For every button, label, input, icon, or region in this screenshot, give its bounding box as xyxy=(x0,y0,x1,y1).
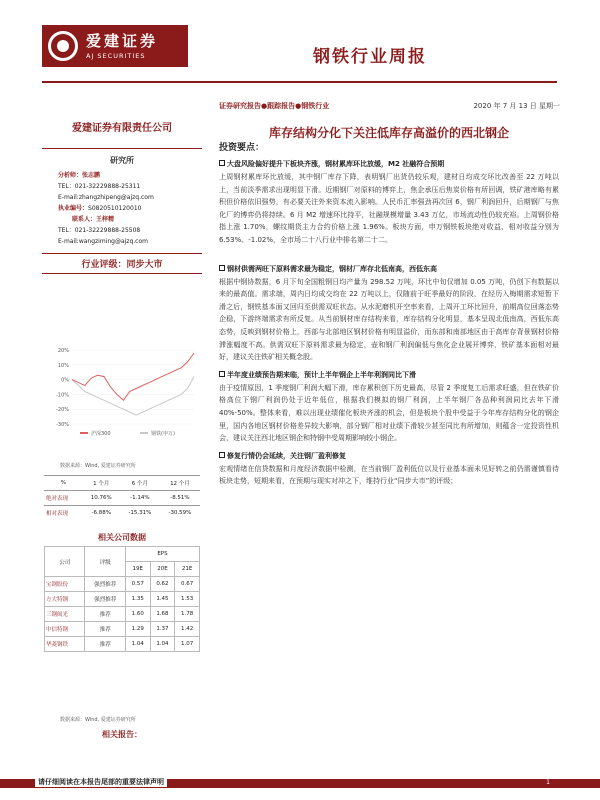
co-rating: 强烈推荐 xyxy=(85,577,125,592)
co-eps: 1.68 xyxy=(150,607,175,622)
sidebar xyxy=(42,103,202,274)
perf-value: -8.51% xyxy=(160,491,200,506)
analyst-name: 张志鹏 xyxy=(82,172,101,179)
perf-label: 相对表现 xyxy=(44,506,83,521)
contact-name: 王梓精 xyxy=(96,216,115,223)
analyst-tel: TEL：021-32229888-25311 xyxy=(58,183,141,190)
co-eps: 1.45 xyxy=(150,592,175,607)
co-rating: 推荐 xyxy=(85,622,125,637)
co-name: 华菱钢铁 xyxy=(45,637,85,652)
section-body: 上周钢材累库环比放缓，其中钢厂库存下降，表明钢厂出货仍较乐观，建材日均成交环比改善至 22 万吨以上，当前淡季需求出现明显下滑。近期钢厂对原料的博弈上，焦企承压后焦炭价格有所回调，铁矿港库略有累积但价格依旧强势，有必要关注外来资本流入影响。人民币汇率强劲再次回 6，钢厂利润回升，后期钢厂与焦化厂的博弈仍将持续。6 月 M2 增速环比持平，社融规模增量 3.43 万亿，市场流动性仍较充裕。上周钢价格指上涨 1.70%，螺纹期货主力合约价格上涨 1.96%。板块方面，申万钢铁板块绝对收益、相对收益分别为 6.53%、-1.02%，全市场二十八行业中排名第二十二。 xyxy=(219,173,559,244)
checkbox-icon xyxy=(219,265,225,271)
checkbox-icon xyxy=(219,160,225,166)
series-line-hs300 xyxy=(72,353,194,400)
legend-label: 沪深300 xyxy=(91,431,111,437)
co-rating: 推荐 xyxy=(85,607,125,622)
table-row xyxy=(45,637,200,652)
checkbox-icon xyxy=(219,452,225,458)
co-eps: 1.37 xyxy=(150,622,175,637)
co-name: 中信特钢 xyxy=(45,622,85,637)
section-heading xyxy=(219,369,559,382)
section-body: 根据中钢协数据，6 月下旬全国粗钢日均产量为 298.52 万吨，环比中旬仅增加 0.05 万吨，仍创下有数据以来的最高值。需求端，周内日均成交均在 22 万吨以上，仅随前于旺季最好的阶段，在经历入梅期需求短暂下滑之后，钢铁基本面又回归至供需双旺状态。从水泥磨机开空率来看，上周开工环比回升，前期高位回落态势企稳，下游终端需求有所反复。从当前钢材库存结构来看，库存结构分化明显，基本呈现北低南高，西低东高态势，反映到钢材价格上，西部与北部地区钢材价格有明显溢价，而东部和南部地区由于高库存背景钢材价格滞涨幅度不高。供需双旺下原料需求最为稳定，壶和钢厂利润偏低与焦化企业展开博弈，铁矿基本面相对最好，建议关注铁矿相关概念股。 xyxy=(219,277,559,362)
report-date: 2020 年 7 月 13 日 星期一 xyxy=(473,102,560,110)
section-heading xyxy=(219,450,559,463)
company-name: 爱建证券有限责任公司 xyxy=(42,103,202,149)
header-divider xyxy=(42,81,557,83)
section xyxy=(219,158,559,247)
index-performance-chart xyxy=(50,346,198,441)
legend-swatch xyxy=(140,432,148,434)
logo-en-text: AJ SECURITIES xyxy=(86,52,146,60)
table-row xyxy=(45,592,200,607)
section xyxy=(219,369,559,445)
perf-value: -1.14% xyxy=(120,491,160,506)
institute-label: 研究所 xyxy=(110,156,134,165)
table-row xyxy=(45,622,200,637)
y-tick-label: -30% xyxy=(56,422,69,428)
co-eps: 1.07 xyxy=(175,637,200,652)
co-header: 公司 xyxy=(45,547,85,577)
y-tick-label: -10% xyxy=(56,392,69,399)
y-tick-label: 20% xyxy=(57,348,69,354)
companies-heading: 相关公司数据 xyxy=(98,532,146,542)
cert-label: 执业编号： xyxy=(58,205,89,212)
perf-value: -15.31% xyxy=(120,506,160,521)
co-name: 宝钢股份 xyxy=(45,577,85,592)
co-rating: 推荐 xyxy=(85,637,125,652)
perf-value: -6.88% xyxy=(83,506,120,521)
perf-header: 12 个月 xyxy=(160,476,200,491)
perf-header: 1 个月 xyxy=(83,476,120,491)
co-eps: 1.42 xyxy=(175,622,200,637)
co-eps: 1.29 xyxy=(125,622,150,637)
perf-header: % xyxy=(44,476,83,491)
perf-label: 绝对表现 xyxy=(44,491,83,506)
legend-swatch xyxy=(80,432,88,434)
contact-tel: TEL：021-32229888-25508 xyxy=(58,227,141,234)
perf-value: -30.59% xyxy=(160,506,200,521)
logo-icon xyxy=(48,31,78,61)
table-row xyxy=(44,491,200,506)
co-header: 21E xyxy=(175,562,200,577)
y-tick-label: -20% xyxy=(56,407,69,414)
section-title: 修复行情仍会延续，关注钢厂盈利修复 xyxy=(227,451,346,460)
report-tags: 证券研究报告●跟踪报告●钢铁行业 xyxy=(219,102,330,110)
contact-email[interactable]: E-mail:wangziming@ajzq.com xyxy=(58,238,148,245)
checkbox-icon xyxy=(219,371,225,377)
related-reports-heading: 相关报告： xyxy=(102,729,142,739)
main-content xyxy=(219,140,559,493)
co-eps: 1.04 xyxy=(125,637,150,652)
contact-label: 联系人： xyxy=(72,216,97,223)
table-row xyxy=(44,506,200,521)
section-title: 半年度业绩预告期来临，预计上半年钢企上半年利润同比下滑 xyxy=(227,370,416,379)
co-eps: 1.53 xyxy=(175,592,200,607)
key-points-heading: 投资要点： xyxy=(219,143,265,153)
table-row xyxy=(45,577,200,592)
section-heading xyxy=(219,263,559,276)
co-eps: 0.62 xyxy=(150,577,175,592)
y-tick-label: 0% xyxy=(61,377,69,384)
main-title: 库存结构分化下关注低库存高溢价的西北钢企 xyxy=(268,126,509,140)
analyst-label: 分析师： xyxy=(58,172,83,179)
legend-label: 钢铁(申万) xyxy=(151,431,175,437)
table-row xyxy=(45,607,200,622)
logo-cn-text: 爱建证券 xyxy=(86,32,159,50)
perf-header: 6 个月 xyxy=(120,476,160,491)
section-body: 由于疫情原因，1 季度钢厂利润大幅下滑，库存累积创下历史最高，尽管 2 季度复工后需求旺盛，但在铁矿价格高位下钢厂利润仍处于近年低位，根据我们模拟的钢厂利润，上半年钢厂各品种利润同比去年下滑 40%-50%。整体来看，难以出现业绩催化板块齐涨的机会，但是板块个股中受益于今年库存结构分化的钢企里，国内各地区钢材价格差异较大影响，部分钢厂相对业绩下滑较少甚至同比有所增加，则蕴含一定投资性机会，建议关注西北地区钢企和特钢中受周期影响较小钢企。 xyxy=(219,383,559,443)
analyst-block xyxy=(42,170,202,247)
section-title: 钢材供需两旺下原料需求最为稳定，钢材厂库存北低南高，西低东高 xyxy=(227,264,437,273)
performance-table xyxy=(44,475,200,520)
section xyxy=(219,263,559,364)
co-rating: 强烈推荐 xyxy=(85,592,125,607)
section xyxy=(219,450,559,488)
chart-source: 数据来源：Wind, 爱建证券研究所 xyxy=(60,463,136,469)
co-header: 19E xyxy=(125,562,150,577)
co-eps: 1.04 xyxy=(150,637,175,652)
co-eps: 1.60 xyxy=(125,607,150,622)
company-source: 数据来源：Wind, 爱建证券研究所 xyxy=(60,717,136,723)
company-table xyxy=(44,546,200,652)
co-name: 方大特钢 xyxy=(45,592,85,607)
perf-value: 10.76% xyxy=(83,491,120,506)
y-tick-label: 10% xyxy=(57,362,69,369)
analyst-email[interactable]: E-mail:zhangzhipeng@ajzq.com xyxy=(58,194,154,201)
co-eps: 0.67 xyxy=(175,577,200,592)
co-header: EPS xyxy=(125,547,199,562)
report-title: 钢铁行业周报 xyxy=(313,47,427,67)
cert-number: S0820510120010 xyxy=(88,205,142,212)
co-header: 20E xyxy=(150,562,175,577)
section-heading xyxy=(219,158,559,171)
industry-rating: 行业评级：同步大市 xyxy=(42,253,202,274)
section-body: 宏观情绪在信贷数据和月度经济数据中检测，在当前钢厂盈利低位以及行业基本面未见好转之前仍需谨慎看待板块走势，短期来看，在预期与现实对冲之下，维持行业“同步大市”的评级； xyxy=(219,464,559,486)
co-eps: 1.35 xyxy=(125,592,150,607)
co-eps: 0.57 xyxy=(125,577,150,592)
co-header: 评级 xyxy=(85,547,125,577)
company-logo xyxy=(42,25,188,67)
co-name: 三钢闽光 xyxy=(45,607,85,622)
co-eps: 1.78 xyxy=(175,607,200,622)
page-number: 1 xyxy=(546,779,550,786)
legal-notice: 请仔细阅读在本报告尾部的重要法律声明 xyxy=(35,777,167,787)
section-title: 大盘风险偏好提升下板块齐涨，钢材累库环比放缓，M2 社融符合预期 xyxy=(227,160,445,168)
